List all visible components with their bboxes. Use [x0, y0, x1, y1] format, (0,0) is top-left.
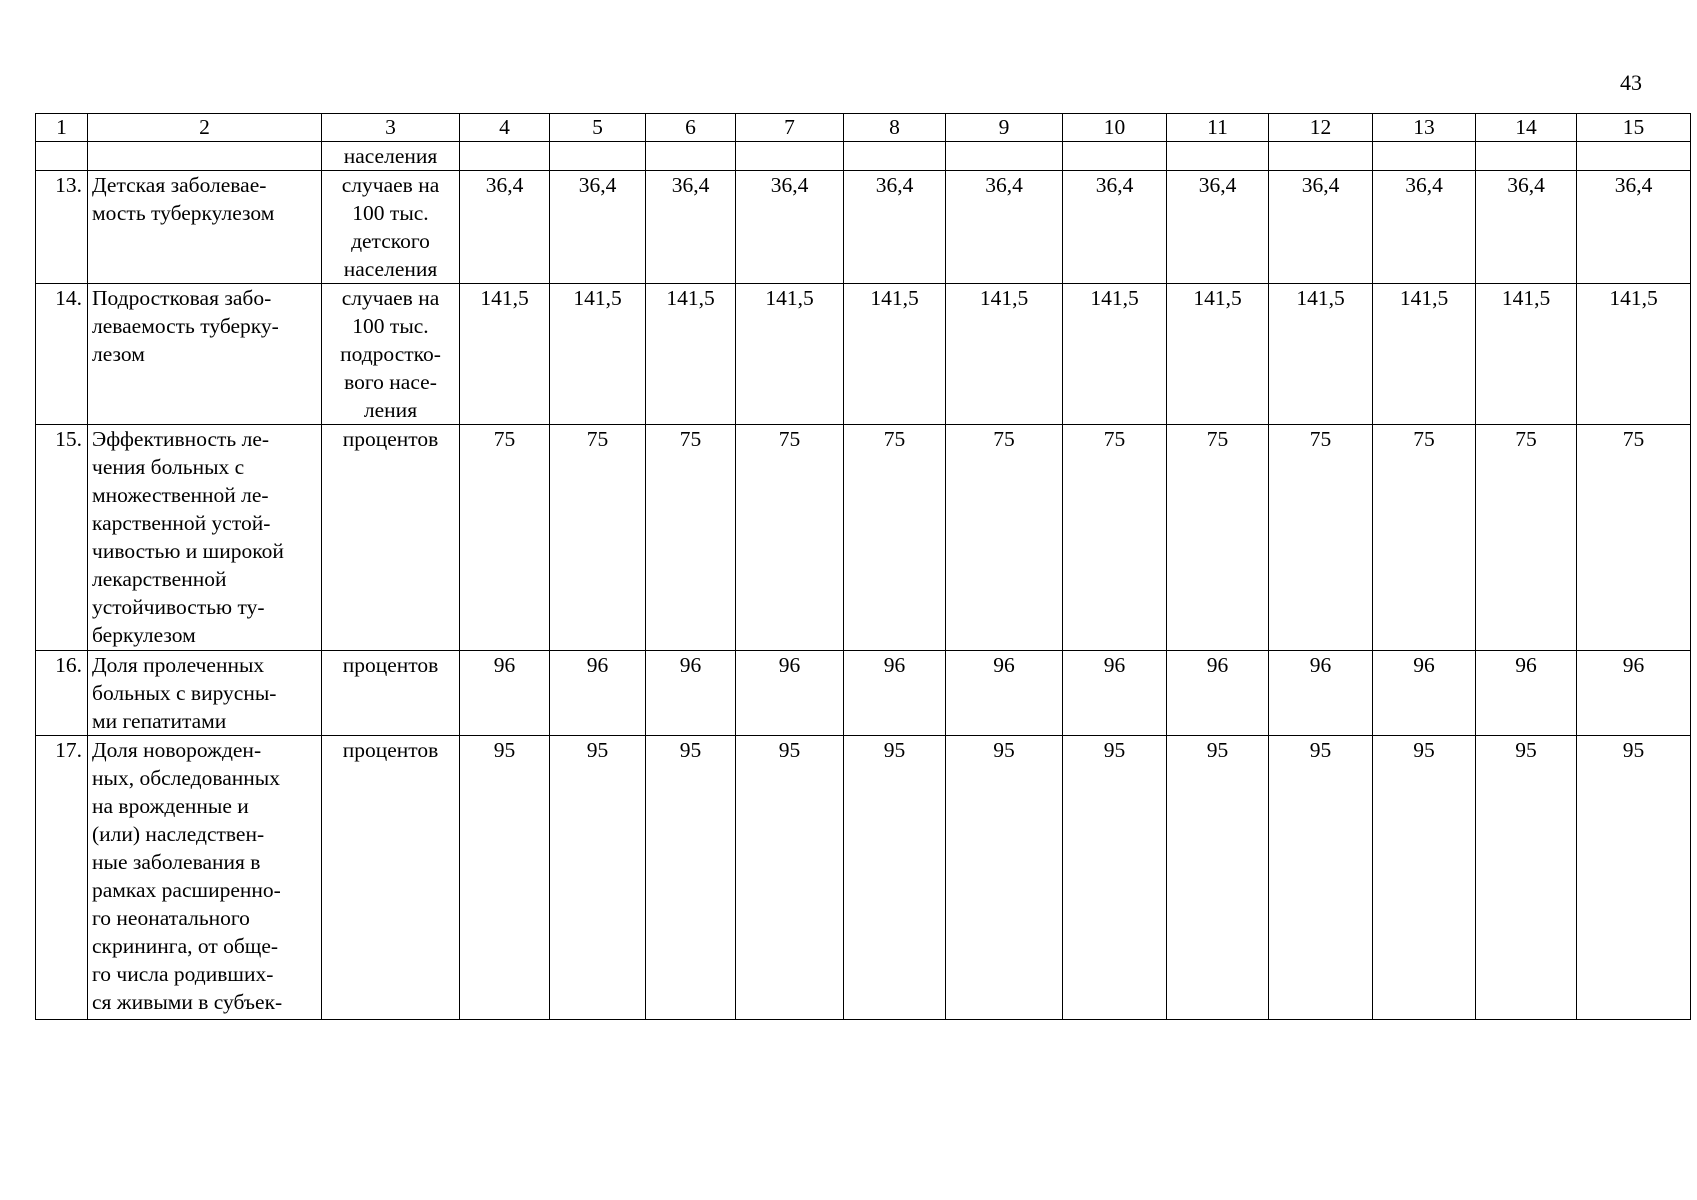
value-cell: 95	[1373, 736, 1476, 1020]
value-cell: 95	[646, 736, 736, 1020]
value-cell: 141,5	[1269, 284, 1373, 425]
column-number: 5	[550, 114, 646, 142]
column-number: 12	[1269, 114, 1373, 142]
value-cell: 96	[550, 651, 646, 736]
value-cell: 96	[1269, 651, 1373, 736]
value-cell: 96	[1577, 651, 1691, 736]
value-cell: 75	[1063, 425, 1167, 651]
row-number-cell: 15.	[36, 425, 88, 651]
value-cell: 95	[1063, 736, 1167, 1020]
column-number: 14	[1476, 114, 1577, 142]
indicator-name-cell: Доля новорожден- ных, обследованных на врожденные и (или) наследствен- ные заболевания в рамках расширенно- го неонатального скрининга, от обще- го числа родивших- ся живыми в субъек-	[88, 736, 322, 1020]
value-cell: 75	[844, 425, 946, 651]
value-cell: 75	[1577, 425, 1691, 651]
column-number: 9	[946, 114, 1063, 142]
row-number-cell: 13.	[36, 171, 88, 284]
value-cell: 36,4	[550, 171, 646, 284]
column-number: 6	[646, 114, 736, 142]
value-cell: 141,5	[946, 284, 1063, 425]
value-cell	[460, 142, 550, 171]
value-cell: 96	[736, 651, 844, 736]
column-number: 4	[460, 114, 550, 142]
value-cell	[736, 142, 844, 171]
column-number: 7	[736, 114, 844, 142]
indicator-name-cell: Детская заболеваe- мость туберкулезом	[88, 171, 322, 284]
value-cell: 95	[460, 736, 550, 1020]
unit-cell: случаев на 100 тыс. подростко- вого насе- ления	[322, 284, 460, 425]
value-cell: 96	[1476, 651, 1577, 736]
value-cell: 36,4	[1269, 171, 1373, 284]
value-cell: 36,4	[646, 171, 736, 284]
value-cell: 36,4	[946, 171, 1063, 284]
value-cell: 141,5	[460, 284, 550, 425]
value-cell: 75	[1269, 425, 1373, 651]
value-cell: 96	[1373, 651, 1476, 736]
unit-cell: случаев на 100 тыс. детского населения	[322, 171, 460, 284]
value-cell: 95	[736, 736, 844, 1020]
value-cell: 36,4	[1577, 171, 1691, 284]
value-cell: 75	[946, 425, 1063, 651]
row-number-cell: 16.	[36, 651, 88, 736]
value-cell	[1373, 142, 1476, 171]
value-cell: 95	[550, 736, 646, 1020]
column-number: 13	[1373, 114, 1476, 142]
column-number: 8	[844, 114, 946, 142]
column-number: 15	[1577, 114, 1691, 142]
value-cell	[1577, 142, 1691, 171]
value-cell: 96	[646, 651, 736, 736]
value-cell	[1269, 142, 1373, 171]
value-cell	[1167, 142, 1269, 171]
value-cell: 96	[460, 651, 550, 736]
value-cell: 75	[736, 425, 844, 651]
value-cell	[844, 142, 946, 171]
value-cell: 95	[1476, 736, 1577, 1020]
value-cell: 141,5	[646, 284, 736, 425]
value-cell	[646, 142, 736, 171]
table-row	[36, 171, 1691, 284]
indicator-name-cell: Подростковая забо- леваемость туберку- лезом	[88, 284, 322, 425]
value-cell: 95	[844, 736, 946, 1020]
table-row	[36, 651, 1691, 736]
value-cell: 141,5	[1167, 284, 1269, 425]
value-cell: 95	[1167, 736, 1269, 1020]
value-cell: 96	[844, 651, 946, 736]
value-cell: 141,5	[1476, 284, 1577, 425]
value-cell: 141,5	[736, 284, 844, 425]
value-cell: 96	[1063, 651, 1167, 736]
value-cell: 95	[1269, 736, 1373, 1020]
table-row	[36, 425, 1691, 651]
unit-cell: процентов	[322, 425, 460, 651]
value-cell: 75	[1167, 425, 1269, 651]
value-cell: 95	[1577, 736, 1691, 1020]
indicator-name-cell	[88, 142, 322, 171]
value-cell: 36,4	[1167, 171, 1269, 284]
value-cell: 75	[1373, 425, 1476, 651]
indicator-name-cell: Эффективность ле- чения больных с множественной ле- карственной устой- чивостью и широкой лекарственной устойчивостью ту- беркулезом	[88, 425, 322, 651]
row-number-cell: 14.	[36, 284, 88, 425]
row-number-cell: 17.	[36, 736, 88, 1020]
table-row	[36, 284, 1691, 425]
value-cell: 141,5	[844, 284, 946, 425]
row-number-cell	[36, 142, 88, 171]
column-number: 10	[1063, 114, 1167, 142]
value-cell: 75	[646, 425, 736, 651]
value-cell: 141,5	[1063, 284, 1167, 425]
value-cell: 96	[1167, 651, 1269, 736]
indicator-name-cell: Доля пролеченных больных с вирусны- ми гепатитами	[88, 651, 322, 736]
value-cell: 36,4	[736, 171, 844, 284]
value-cell: 96	[946, 651, 1063, 736]
value-cell: 75	[460, 425, 550, 651]
column-number-row	[36, 114, 1691, 142]
value-cell	[1063, 142, 1167, 171]
unit-cell: процентов	[322, 651, 460, 736]
value-cell: 141,5	[1577, 284, 1691, 425]
value-cell: 141,5	[1373, 284, 1476, 425]
value-cell: 36,4	[1063, 171, 1167, 284]
value-cell: 141,5	[550, 284, 646, 425]
column-number: 3	[322, 114, 460, 142]
column-number: 1	[36, 114, 88, 142]
value-cell: 36,4	[1373, 171, 1476, 284]
page-number: 43	[1620, 70, 1642, 95]
unit-cell: населения	[322, 142, 460, 171]
continuation-row	[36, 142, 1691, 171]
value-cell: 75	[550, 425, 646, 651]
value-cell: 36,4	[1476, 171, 1577, 284]
value-cell	[946, 142, 1063, 171]
column-number: 2	[88, 114, 322, 142]
column-number: 11	[1167, 114, 1269, 142]
indicators-table	[35, 113, 1691, 1020]
value-cell	[1476, 142, 1577, 171]
value-cell: 36,4	[844, 171, 946, 284]
value-cell: 95	[946, 736, 1063, 1020]
table-row	[36, 736, 1691, 1020]
unit-cell: процентов	[322, 736, 460, 1020]
value-cell: 36,4	[460, 171, 550, 284]
value-cell	[550, 142, 646, 171]
value-cell: 75	[1476, 425, 1577, 651]
